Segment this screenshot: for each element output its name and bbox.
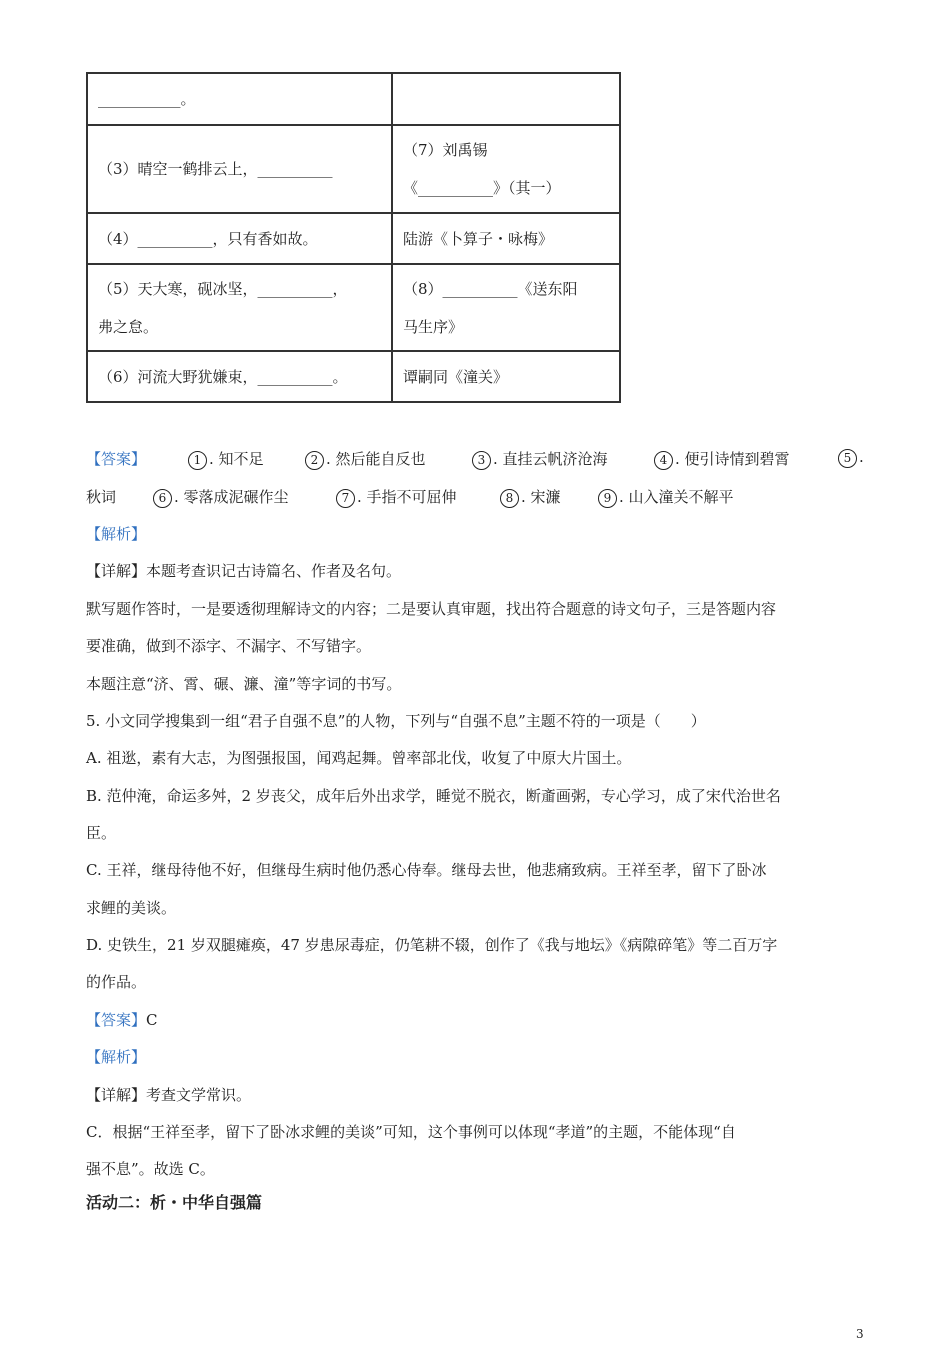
- analysis-label: 【解析】: [86, 525, 147, 543]
- table-cell-left: ___________。: [87, 73, 392, 125]
- paragraph: 默写题作答时，一是要透彻理解诗文的内容；二是要认真审题，找出符合题意的诗文句子，三是答题内容: [86, 600, 777, 618]
- table-cell-left: （5）天大寒，砚冰坚，__________， 弗之怠。: [87, 264, 392, 351]
- circled-number-4: 4: [654, 451, 673, 470]
- answer-label: 【答案】: [86, 450, 147, 468]
- option-d-cont: 的作品。: [86, 973, 147, 991]
- table-cell-right: 谭嗣同《潼关》: [392, 351, 620, 402]
- answer-item: 1 . 知不足: [188, 448, 264, 470]
- option-c-cont: 求鲤的美谈。: [86, 899, 177, 917]
- circled-number-3: 3: [472, 451, 491, 470]
- table-cell-right: （7）刘禹锡 《__________》（其一）: [392, 125, 620, 213]
- table-cell-right: 陆游《卜算子・咏梅》: [392, 213, 620, 264]
- table-cell-right: （8）__________《送东阳 马生序》: [392, 264, 620, 351]
- circled-number-6: 6: [153, 489, 172, 508]
- table-row: [87, 213, 620, 264]
- detail-line: 【详解】考查文学常识。: [86, 1086, 252, 1104]
- page-number: 3: [856, 1327, 864, 1341]
- answer-item: 8 . 宋濂: [500, 486, 561, 508]
- answer-item: 3 . 直挂云帆济沧海: [472, 448, 608, 470]
- option-a: A. 祖逖，素有大志，为图强报国，闻鸡起舞。曾率部北伐，收复了中原大片国土。: [86, 749, 632, 767]
- circled-number-1: 1: [188, 451, 207, 470]
- circled-number-9: 9: [598, 489, 617, 508]
- table-row: [87, 73, 620, 125]
- table-row: [87, 351, 620, 402]
- circled-number-5: 5: [838, 449, 857, 468]
- answer-item: 2 . 然后能自反也: [305, 448, 426, 470]
- circled-number-7: 7: [336, 489, 355, 508]
- table-cell-left: （6）河流大野犹嫌束，__________。: [87, 351, 392, 402]
- answer-item: 秋词: [86, 488, 117, 506]
- detail-line: 【详解】本题考查识记古诗篇名、作者及名句。: [86, 562, 402, 580]
- answer-item: 5 .: [838, 448, 864, 468]
- circled-number-2: 2: [305, 451, 324, 470]
- poem-table: [86, 72, 621, 403]
- paragraph: 强不息”。故选 C。: [86, 1160, 215, 1178]
- answer-item: 4 . 便引诗情到碧霄: [654, 448, 790, 470]
- option-b-cont: 臣。: [86, 824, 117, 842]
- circled-number-8: 8: [500, 489, 519, 508]
- option-c: C. 王祥，继母待他不好，但继母生病时他仍悉心侍奉。继母去世，他悲痛致病。王祥至孝，留下了卧冰: [86, 861, 767, 879]
- table-row: [87, 264, 620, 351]
- analysis-label: 【解析】: [86, 1048, 147, 1066]
- option-b: B. 范仲淹，命运多舛，2 岁丧父，成年后外出求学，睡觉不脱衣，断齑画粥，专心学习，成了宋代治世名: [86, 787, 781, 805]
- answer-item: 7 . 手指不可屈伸: [336, 486, 457, 508]
- table-cell-left: （4）__________，只有香如故。: [87, 213, 392, 264]
- paragraph: 本题注意“济、霄、碾、濂、潼”等字词的书写。: [86, 675, 402, 693]
- section-title: 活动二：析・中华自强篇: [86, 1193, 263, 1212]
- paragraph: 要准确，做到不添字、不漏字、不写错字。: [86, 637, 372, 655]
- paragraph: C．根据“王祥至孝，留下了卧冰求鲤的美谈”可知，这个事例可以体现“孝道”的主题，不能体现“自: [86, 1123, 736, 1141]
- answer-line: 【答案】C: [86, 1011, 158, 1029]
- question-stem: 5. 小文同学搜集到一组“君子自强不息”的人物，下列与“自强不息”主题不符的一项是（ ）: [86, 712, 706, 730]
- table-row: [87, 125, 620, 213]
- answer-item: 6 . 零落成泥碾作尘: [153, 486, 289, 508]
- table-cell-left: （3）晴空一鹤排云上，__________: [87, 125, 392, 213]
- option-d: D. 史铁生，21 岁双腿瘫痪，47 岁患尿毒症，仍笔耕不辍，创作了《我与地坛》《病隙碎笔》等二百万字: [86, 936, 778, 954]
- table-cell-right: [392, 73, 620, 125]
- answer-item: 9 . 山入潼关不解平: [598, 486, 734, 508]
